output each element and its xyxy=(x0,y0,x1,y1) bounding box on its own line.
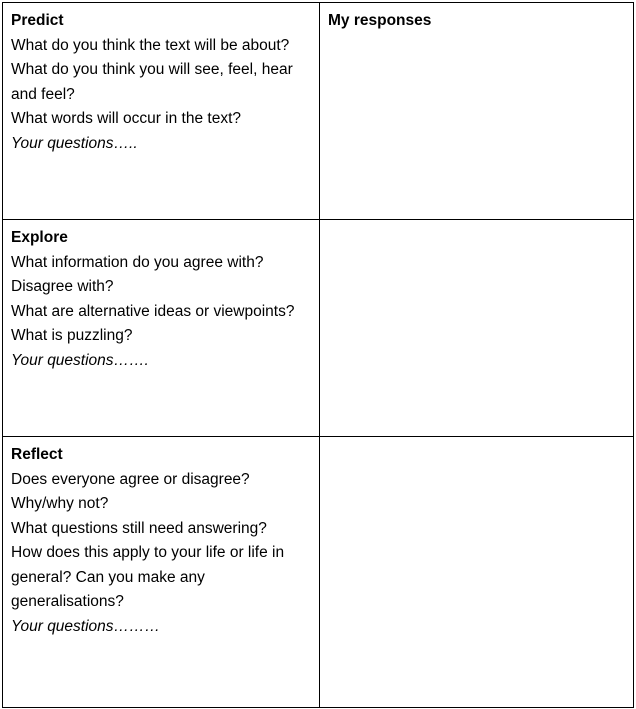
explore-question-4: What is puzzling? xyxy=(11,327,133,344)
reflect-question-3: What questions still need answering? xyxy=(11,519,267,537)
reflect-response-cell[interactable] xyxy=(320,437,634,708)
predict-question-1: What do you think the text will be about? xyxy=(11,36,290,54)
explore-question-3: What are alternative ideas or viewpoints? xyxy=(11,302,295,320)
predict-question-3: What words will occur in the text? xyxy=(11,110,242,127)
reflect-question-4: How does this apply to your life or life in general? Can you make any generalisations? xyxy=(11,544,285,610)
prediction-table xyxy=(2,2,634,708)
predict-question-2: What do you think you will see, feel, hear and feel? xyxy=(11,61,293,103)
reflect-question-1: Does everyone agree or disagree? xyxy=(11,470,250,488)
reflect-question-2: Why/why not? xyxy=(11,495,109,512)
explore-cell xyxy=(3,220,320,437)
explore-heading: Explore xyxy=(11,229,68,246)
table-row-predict xyxy=(3,3,634,220)
table-row-explore xyxy=(3,220,634,437)
table-row-reflect xyxy=(3,437,634,708)
reflect-your-questions: Your questions……… xyxy=(11,617,161,635)
explore-response-cell[interactable] xyxy=(320,220,634,437)
predict-cell xyxy=(3,3,320,220)
explore-question-2: Disagree with? xyxy=(11,278,114,295)
responses-header: My responses xyxy=(328,12,432,29)
reflect-heading: Reflect xyxy=(11,446,63,463)
reflect-cell xyxy=(3,437,320,708)
explore-your-questions: Your questions……. xyxy=(11,351,149,369)
explore-question-1: What information do you agree with? xyxy=(11,253,264,271)
predict-your-questions: Your questions….. xyxy=(11,134,138,152)
predict-heading: Predict xyxy=(11,12,64,29)
responses-header-cell[interactable] xyxy=(320,3,634,220)
